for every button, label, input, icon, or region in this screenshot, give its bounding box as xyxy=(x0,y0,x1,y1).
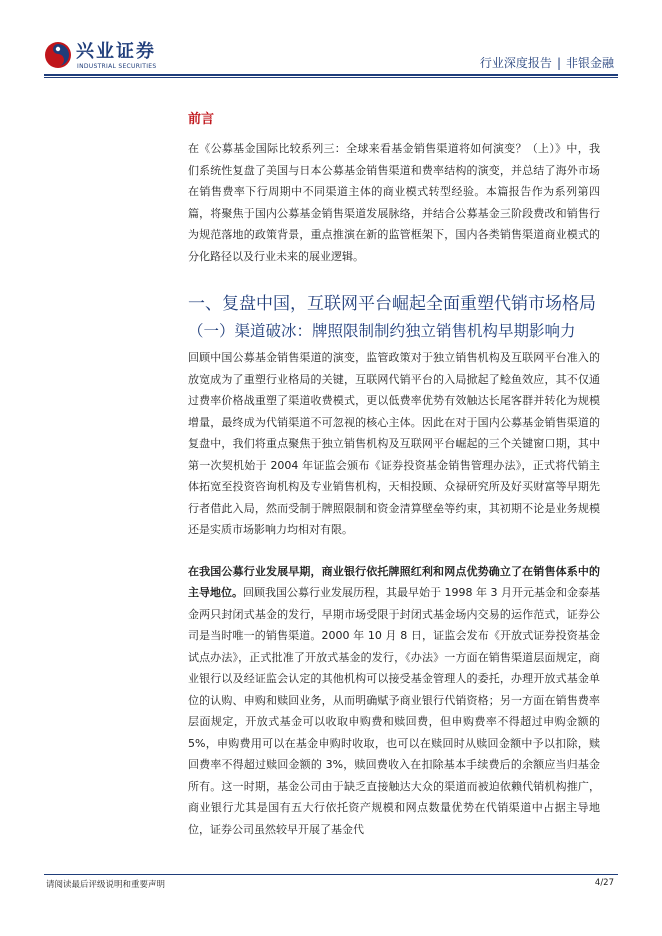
section-heading: 一、复盘中国，互联网平台崛起全面重塑代销市场格局 xyxy=(188,294,596,314)
paragraph-body-text: 回顾我国公募行业发展历程，其最早始于 1998 年 3 月开元基金和金泰基金两只封闭式基金的发行，早期市场受限于封闭式基金场内交易的运作范式，证券公司是当时唯一的销售渠道。2000 年 10 月 8 日，证监会发布《开放式证券投资基金试点办法》，正式批准了开放式基金的发行，《办法》一方面在销售渠道层面规定，商业银行以及经证监会认定的其他机构可以接受基金管理人的委托，办理开放式基金单位的认购、申购和赎回业务，从而明确赋予商业银行代销资格；另一方面在销售费率层面规定，开放式基金可以收取申购费和赎回费，但申购费率不得超过申购金额的 5%，申购费用可以在基金申购时收取，也可以在赎回时从赎回金额中予以扣除，赎回费率不得超过赎回金额的 3%，赎回费收入在扣除基本手续费后的余额应当归基金所有。这一时期，基金公司由于缺乏直接触达大众的渠道而被迫依赖代销机构推广，商业银行尤其是国有五大行依托资产规模和网点数量优势在代销渠道中占据主导地位，证券公司虽然较早开展了基金代 xyxy=(188,586,601,836)
footer-disclaimer: 请阅读最后评级说明和重要声明 xyxy=(46,880,166,890)
company-logo xyxy=(44,40,164,74)
logo-text-en: INDUSTRIAL SECURITIES xyxy=(77,63,157,70)
report-sector: 非银金融 xyxy=(565,56,614,70)
page-number: 4/27 xyxy=(594,878,614,888)
logo-swirl-icon xyxy=(44,41,72,69)
preface-paragraph: 在《公募基金国际比较系列三：全球来看基金销售渠道将如何演变？（上）》中，我们系统性复盘了美国与日本公募基金销售渠道和费率结构的演变，并总结了海外市场在销售费率下行周期中不同渠道主体的商业模式转型经验。本篇报告作为系列第四篇，将聚焦于国内公募基金销售渠道发展脉络，并结合公募基金三阶段费改和销售行为规范落地的政策背景，重点推演在新的监管框架下，国内各类销售渠道商业模式的分化路径以及行业未来的展业逻辑。 xyxy=(188,142,600,263)
header-divider-thin xyxy=(44,77,618,78)
paragraph-lead-sentence: 在我国公募行业发展早期，商业银行依托牌照红利和网点优势确立了在销售体系中的主导地位。 xyxy=(188,564,600,599)
header-divider xyxy=(44,74,618,76)
preface-heading: 前言 xyxy=(188,112,215,127)
header-report-info xyxy=(480,54,614,71)
body-paragraph-1: 回顾中国公募基金销售渠道的演变，监管政策对于独立销售机构及互联网平台准入的放宽成为了重塑行业格局的关键，互联网代销平台的入局掀起了鲶鱼效应，其不仅通过费率价格战重塑了渠道收费模式，更以低费率优势有效触达长尾客群并转化为规模增量，最终成为代销渠道不可忽视的核心主体。因此在对于国内公募基金销售渠道的复盘中，我们将重点聚焦于独立销售机构及互联网平台崛起的三个关键窗口期，其中第一次契机始于 2004 年证监会颁布《证券投资基金销售管理办法》，正式将代销主体拓宽至投资咨询机构及专业销售机构，天相投顾、众禄研究所及好买财富等早期先行者借此入局，然而受制于牌照限制和资金清算壁垒等约束，其初期不论是业务规模还是实质市场影响力均相对有限。 xyxy=(188,351,600,536)
logo-text-cn: 兴业证券 xyxy=(76,41,156,62)
page-header xyxy=(0,0,662,80)
footer-divider xyxy=(44,874,618,875)
subsection-heading: （一）渠道破冰：牌照限制制约独立销售机构早期影响力 xyxy=(188,322,576,340)
report-type: 行业深度报告 xyxy=(479,56,552,70)
main-content xyxy=(188,110,600,840)
header-separator: | xyxy=(556,56,561,70)
body-paragraph-2 xyxy=(188,561,600,841)
